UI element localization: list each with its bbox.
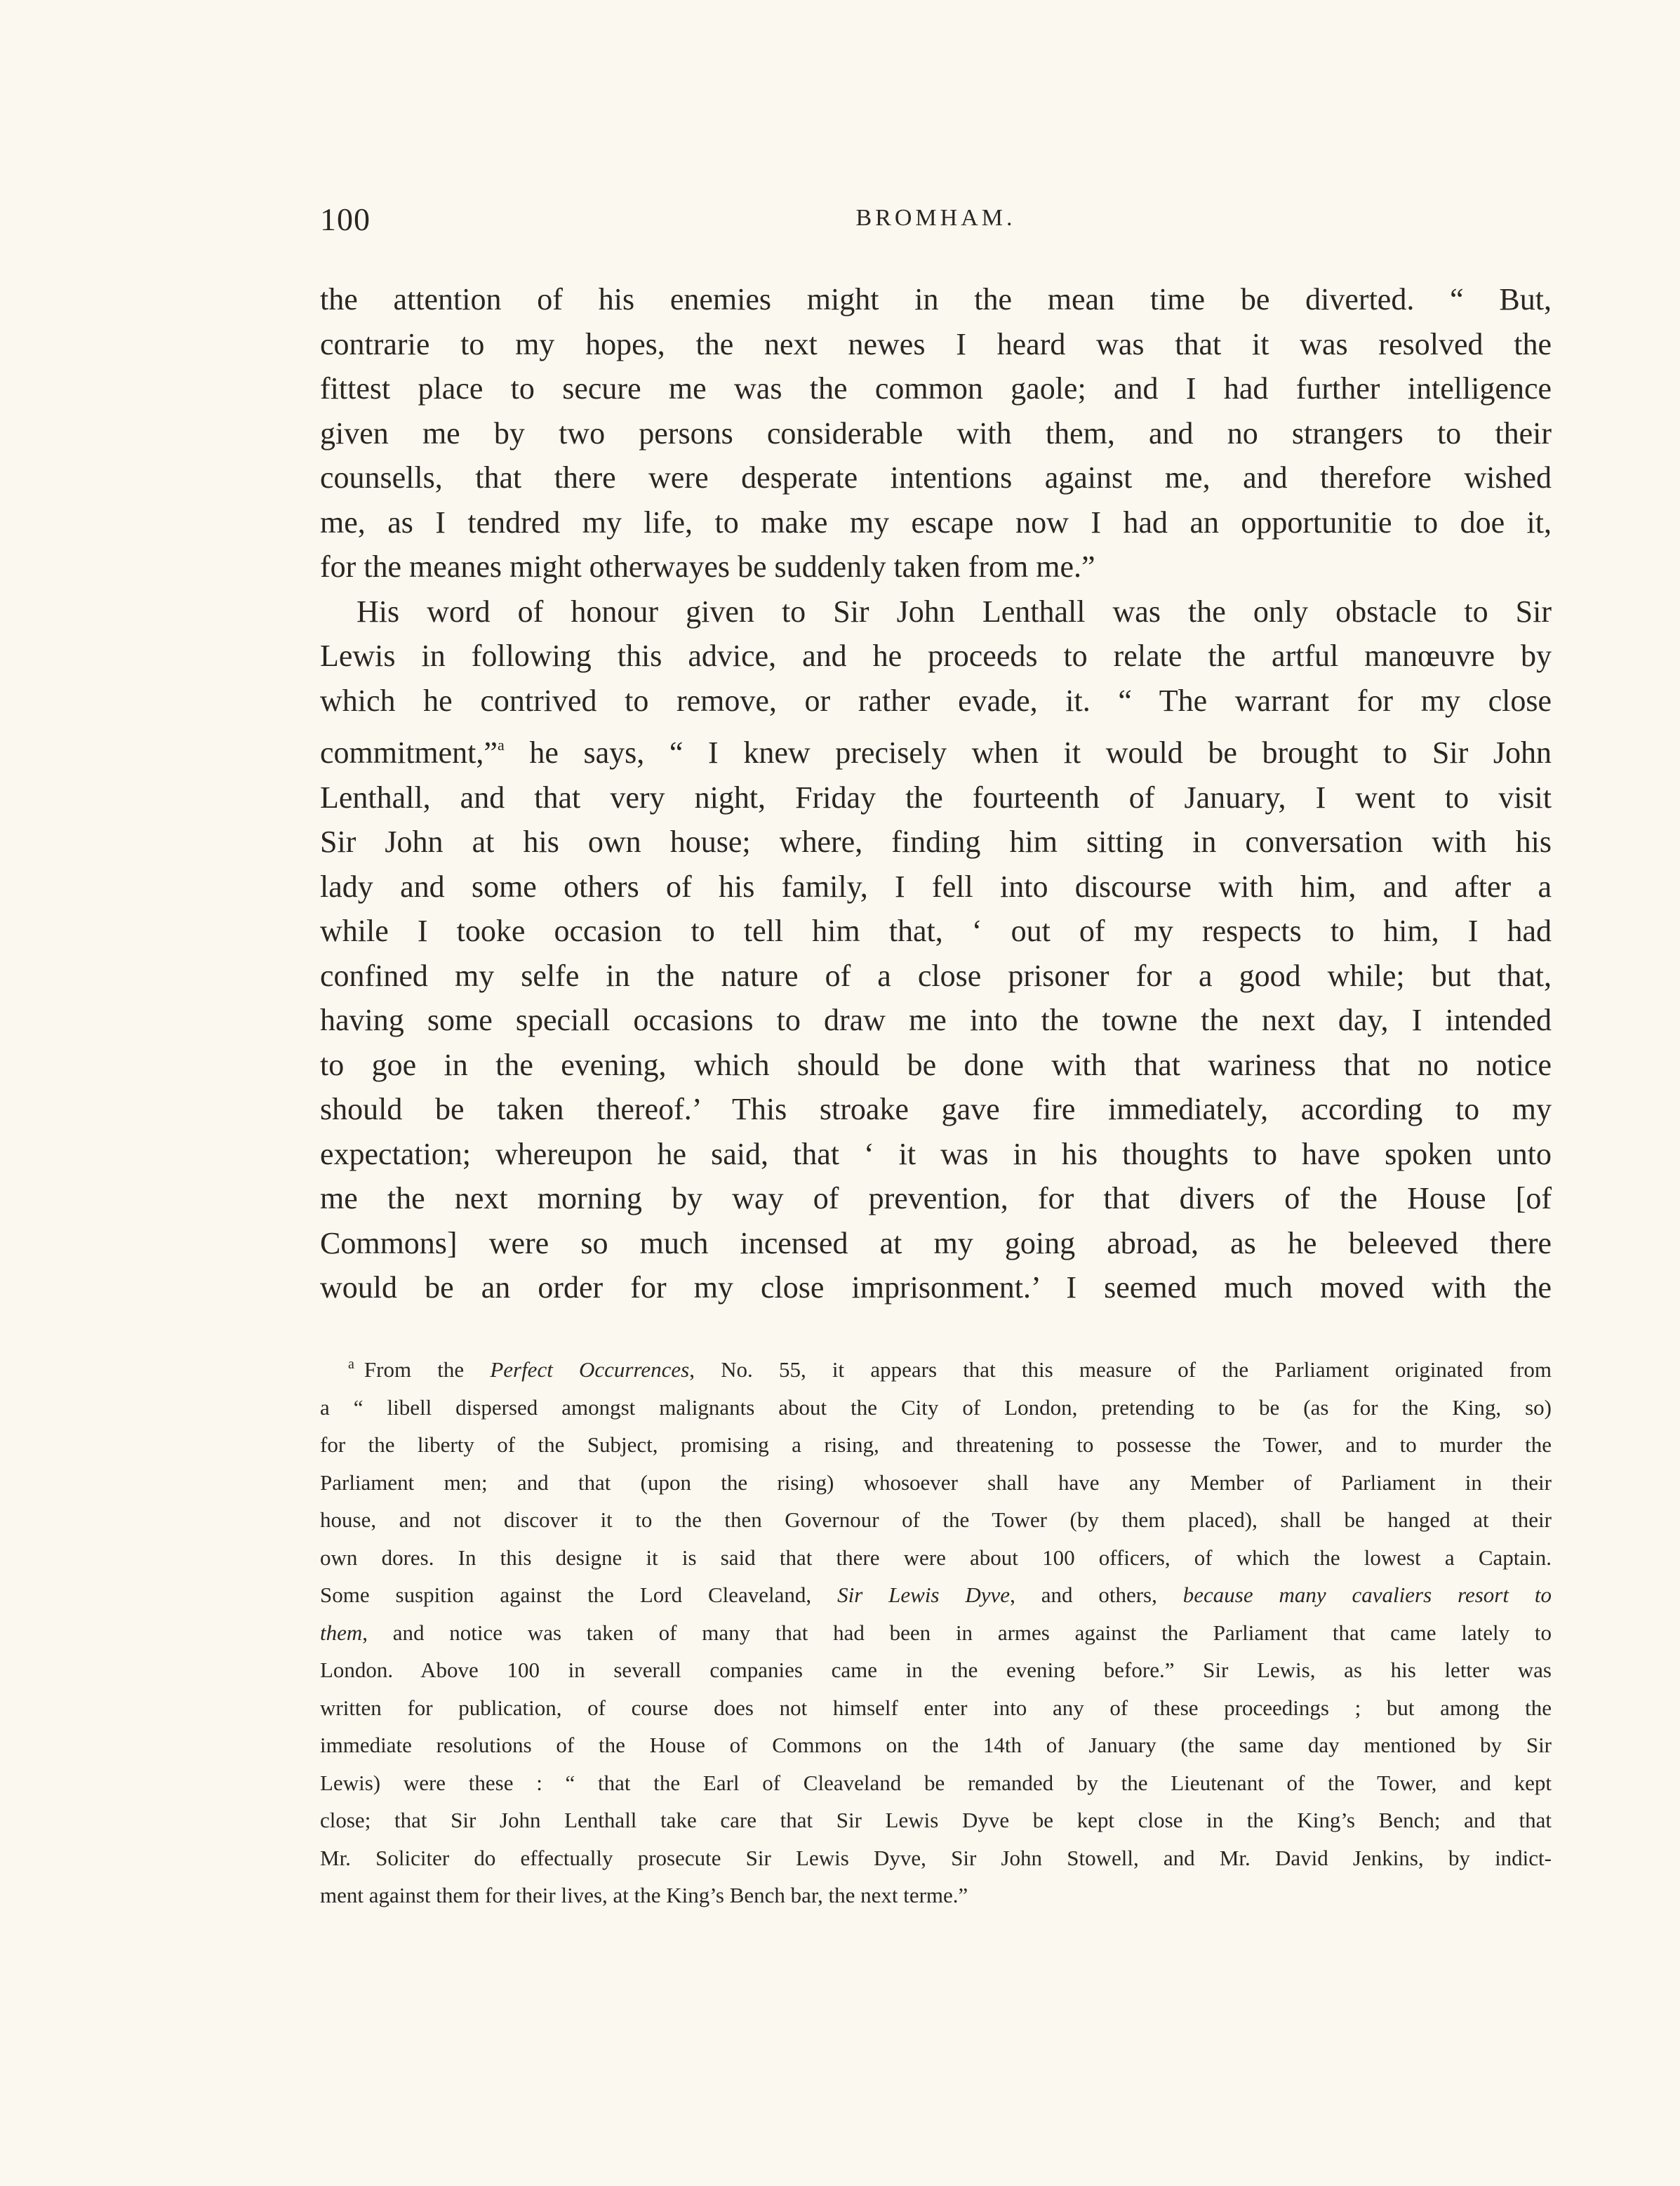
footnote-line: close; that Sir John Lenthall take care that Sir Lewis Dyve be kept close in the King’s Bench; and that	[320, 1808, 1552, 1832]
text-segment: From the	[364, 1357, 491, 1382]
text-segment: , No. 55, it appears that this measure of the Parliament originated from	[689, 1357, 1552, 1382]
publication-title: Perfect Occurrences	[490, 1357, 690, 1382]
footnote-line: house, and not discover it to the then Governour of the Tower (by them placed), shall be hanged at their	[320, 1507, 1552, 1532]
footnote-line: written for publication, of course does not himself enter into any of these proceedings ; but among the	[320, 1695, 1552, 1720]
footnote-line	[320, 1614, 1552, 1652]
footnote-line: Lewis) were these : “ that the Earl of Cleaveland be remanded by the Lieutenant of the Tower, and kept	[320, 1770, 1552, 1795]
text-line: Commons] were so much incensed at my going abroad, as he beleeved there	[320, 1225, 1552, 1260]
text-line: for the meanes might otherwayes be suddenly taken from me.”	[320, 549, 1095, 584]
text-line: His word of honour given to Sir John Lenthall was the only obstacle to Sir	[356, 594, 1552, 629]
footnote-ref: a	[497, 736, 505, 754]
page-number: 100	[320, 201, 371, 237]
text-line: fittest place to secure me was the common gaole; and I had further intelligence	[320, 371, 1552, 406]
footnote-line: own dores. In this designe it is said that there were about 100 officers, of which the lowest a Captain.	[320, 1545, 1552, 1570]
text-line: having some speciall occasions to draw me into the towne the next day, I intended	[320, 1003, 1552, 1037]
text-line: me the next morning by way of prevention, for that divers of the House [of	[320, 1181, 1552, 1215]
text-segment: commitment,”	[320, 735, 498, 770]
text-line: should be taken thereof.’ This stroake gave fire immediately, according to my	[320, 1092, 1552, 1126]
main-text	[320, 277, 1552, 1310]
text-segment: , and notice was taken of many that had been in armes against the Parliament that came lately to	[362, 1620, 1552, 1645]
text-line: Lenthall, and that very night, Friday the fourteenth of January, I went to visit	[320, 780, 1552, 815]
text-line: the attention of his enemies might in the mean time be diverted. “ But,	[320, 282, 1552, 316]
footnote-line: Parliament men; and that (upon the rising) whosoever shall have any Member of Parliament in their	[320, 1469, 1552, 1495]
text-line: given me by two persons considerable with them, and no strangers to their	[320, 415, 1552, 451]
footnote-marker: a	[348, 1357, 354, 1372]
footnote-line	[320, 1346, 1552, 1389]
text-line: expectation; whereupon he said, that ‘ it was in his thoughts to have spoken unto	[320, 1136, 1552, 1171]
text-line: counsells, that there were desperate intentions against me, and therefore wished	[320, 460, 1552, 495]
text-line: to goe in the evening, which should be done with that wariness that no notice	[320, 1047, 1552, 1082]
running-head	[320, 201, 1552, 250]
footnote-line: immediate resolutions of the House of Commons on the 14th of January (the same day mentioned by Sir	[320, 1733, 1552, 1757]
text-line: lady and some others of his family, I fell into discourse with him, and after a	[320, 869, 1552, 904]
footnote-line	[320, 1576, 1552, 1614]
text-line: which he contrived to remove, or rather evade, it. “ The warrant for my close	[320, 683, 1552, 718]
text-line: contrarie to my hopes, the next newes I heard was that it was resolved the	[320, 326, 1552, 361]
text-line: while I tooke occasion to tell him that, ‘ out of my respects to him, I had	[320, 914, 1552, 948]
footnote	[320, 1346, 1552, 1914]
text-line: Sir John at his own house; where, finding him sitting in conversation with his	[320, 825, 1552, 859]
running-title: BROMHAM.	[855, 205, 1016, 231]
italic-name: Sir Lewis Dyve	[837, 1582, 1011, 1607]
footnote-line: Mr. Soliciter do effectually prosecute Sir Lewis Dyve, Sir John Stowell, and Mr. David Jenkins, by indict-	[320, 1845, 1552, 1870]
italic-phrase: because many cavaliers resort to	[1182, 1582, 1552, 1607]
footnote-line: a “ libell dispersed amongst malignants about the City of London, pretending to be (as for the King, so)	[320, 1394, 1552, 1420]
footnote-line: London. Above 100 in severall companies came in the evening before.” Sir Lewis, as his letter was	[320, 1658, 1552, 1682]
text-line: me, as I tendred my life, to make my escape now I had an opportunitie to doe it,	[320, 505, 1552, 540]
footnote-line: for the liberty of the Subject, promising a rising, and threatening to possesse the Tower, and to murder the	[320, 1432, 1552, 1457]
footnote-line: ment against them for their lives, at the King’s Bench bar, the next terme.”	[320, 1883, 968, 1907]
text-line: confined my selfe in the nature of a close prisoner for a good while; but that,	[320, 958, 1552, 993]
text-segment: , and others,	[1010, 1582, 1183, 1607]
italic-phrase: them	[320, 1620, 363, 1645]
text-line: Lewis in following this advice, and he proceeds to relate the artful manœuvre by	[320, 639, 1552, 673]
text-segment: Some suspition against the Lord Cleaveland,	[320, 1582, 838, 1607]
text-segment: he says, “ I knew precisely when it would be brought to Sir John	[504, 735, 1552, 770]
text-line: would be an order for my close imprisonment.’ I seemed much moved with the	[320, 1270, 1552, 1305]
text-line-with-footnote-ref	[320, 723, 1552, 775]
